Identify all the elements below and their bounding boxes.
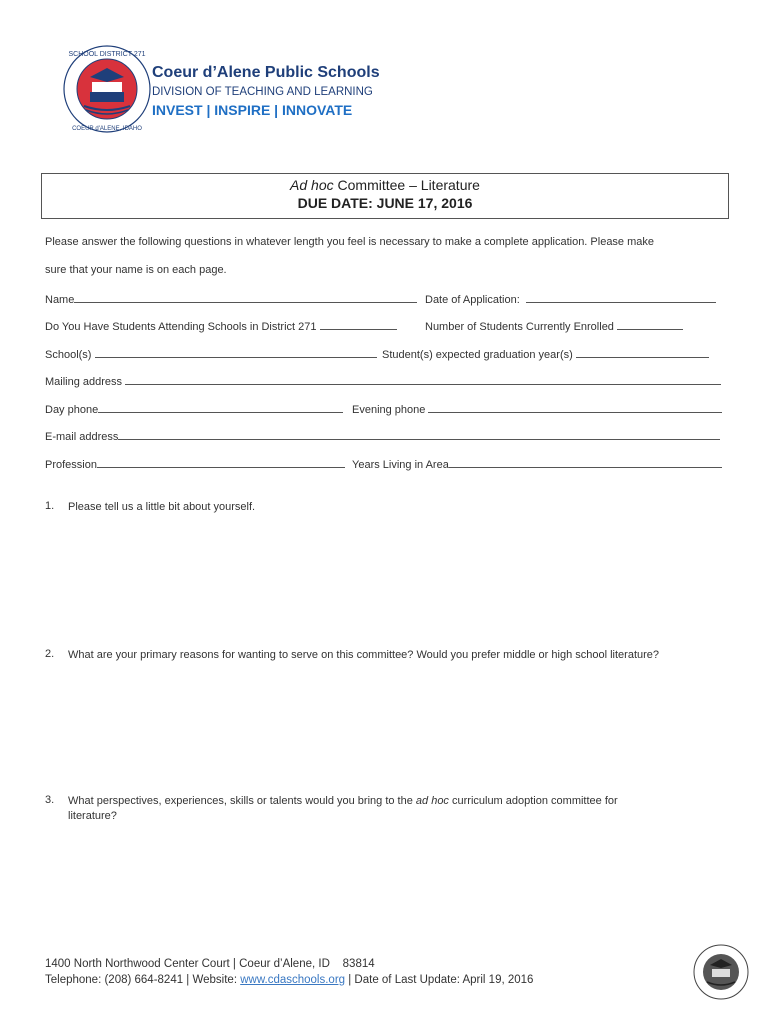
title-box	[41, 173, 729, 219]
graduation-years-field[interactable]	[382, 347, 709, 361]
name-label: Name	[45, 294, 75, 306]
title-italic: Ad hoc	[290, 177, 334, 193]
email-address-input-line[interactable]	[118, 429, 720, 440]
question-2	[45, 648, 725, 663]
footer-last-update: | Date of Last Update: April 19, 2016	[345, 974, 534, 986]
years-living-field[interactable]	[352, 457, 722, 471]
day-phone-label: Day phone	[45, 404, 99, 416]
footer-contact	[45, 972, 533, 988]
day-phone-input-line[interactable]	[98, 402, 343, 413]
footer-seal-logo	[693, 944, 749, 1000]
schools-label: School(s)	[45, 349, 92, 361]
mailing-address-input-line[interactable]	[125, 374, 721, 385]
name-input-line[interactable]	[74, 292, 417, 303]
profession-input-line[interactable]	[97, 457, 345, 468]
evening-phone-field[interactable]	[352, 402, 722, 416]
district-motto: INVEST | INSPIRE | INNOVATE	[152, 102, 353, 118]
graduation-years-label: Student(s) expected graduation year(s)	[382, 349, 573, 361]
question-number: 3.	[45, 794, 55, 806]
title-rest: Committee – Literature	[333, 177, 480, 193]
footer	[45, 956, 533, 988]
school-name: Coeur d’Alene Public Schools	[152, 64, 380, 81]
division-name: DIVISION OF TEACHING AND LEARNING	[152, 86, 373, 98]
website-link[interactable]: www.cdaschools.org	[240, 974, 346, 986]
evening-phone-label: Evening phone	[352, 404, 426, 416]
svg-text:SCHOOL DISTRICT 271: SCHOOL DISTRICT 271	[68, 51, 146, 58]
date-of-application-label: Date of Application:	[425, 294, 520, 306]
schools-input-line[interactable]	[95, 347, 377, 358]
date-of-application-field[interactable]	[425, 292, 716, 306]
day-phone-field[interactable]	[45, 402, 343, 416]
form-title	[42, 177, 728, 193]
number-of-students-field[interactable]	[425, 319, 683, 333]
profession-field[interactable]	[45, 457, 345, 471]
due-date: DUE DATE: JUNE 17, 2016	[297, 195, 473, 211]
question-text: Please tell us a little bit about yourself.	[68, 501, 256, 513]
number-of-students-input-line[interactable]	[617, 319, 683, 330]
question-number: 2.	[45, 648, 55, 660]
graduation-years-input-line[interactable]	[576, 347, 709, 358]
district-header	[62, 44, 402, 144]
schools-field[interactable]	[45, 347, 377, 361]
years-living-label: Years Living in Area	[352, 459, 449, 471]
students-in-district-field[interactable]	[45, 319, 397, 333]
email-address-field[interactable]	[45, 429, 720, 443]
question-3	[45, 794, 725, 824]
number-of-students-label: Number of Students Currently Enrolled	[425, 321, 614, 333]
district-seal-logo	[62, 44, 152, 134]
question-text-end: curriculum adoption committee for literature?	[68, 795, 618, 822]
question-text: What are your primary reasons for wanting to serve on this committee? Would you prefer middle or high school literature?	[68, 649, 660, 661]
footer-telephone: Telephone: (208) 664-8241 | Website:	[45, 974, 241, 986]
email-address-label: E-mail address	[45, 431, 119, 443]
question-1	[45, 500, 725, 515]
years-living-input-line[interactable]	[449, 457, 722, 468]
profession-label: Profession	[45, 459, 97, 471]
svg-text:COEUR d'ALENE, IDAHO: COEUR d'ALENE, IDAHO	[72, 126, 142, 132]
question-number: 1.	[45, 500, 55, 512]
students-in-district-input-line[interactable]	[320, 319, 397, 330]
date-of-application-input-line[interactable]	[526, 292, 716, 303]
students-in-district-label: Do You Have Students Attending Schools in District 271	[45, 321, 317, 333]
intro-line-1: Please answer the following questions in whatever length you feel is necessary to make a complete application. Please make	[45, 236, 655, 248]
mailing-address-field[interactable]	[45, 374, 721, 388]
evening-phone-input-line[interactable]	[428, 402, 722, 413]
intro-line-2: sure that your name is on each page.	[45, 264, 227, 276]
mailing-address-label: Mailing address	[45, 376, 123, 388]
name-field[interactable]	[45, 292, 417, 306]
question-text-start: What perspectives, experiences, skills or talents would you bring to the	[68, 795, 416, 807]
question-text	[68, 794, 668, 824]
footer-address: 1400 North Northwood Center Court | Coeur d’Alene, ID 83814	[45, 958, 375, 970]
question-text-italic: ad hoc	[415, 795, 449, 807]
